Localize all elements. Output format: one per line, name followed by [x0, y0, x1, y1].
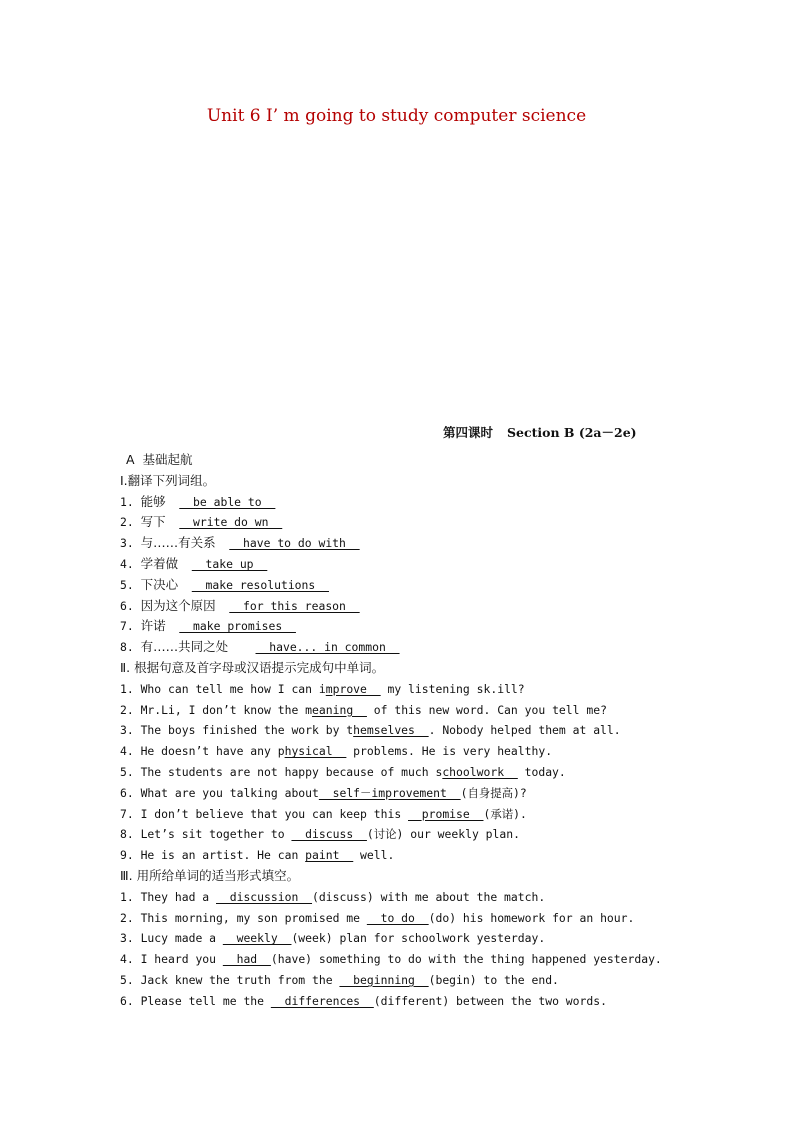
- answer-blank: eaning__: [312, 702, 367, 717]
- part1-list: [120, 492, 760, 658]
- part1-item: [120, 512, 760, 533]
- sentence-end: problems. He is very healthy.: [346, 744, 553, 759]
- part1-item: [120, 492, 760, 513]
- part3-item: [120, 928, 760, 949]
- answer-blank: choolwork__: [442, 764, 518, 779]
- part-a-heading: A 基础起航: [126, 452, 193, 467]
- part3-heading: Ⅲ. 用所给单词的适当形式填空。: [120, 867, 300, 883]
- sentence-end: . Nobody helped them at all.: [428, 723, 621, 738]
- sentence-end: well.: [353, 848, 395, 863]
- answer-blank: paint__: [305, 848, 354, 863]
- sentence-end: (different) between the two words.: [373, 993, 607, 1008]
- item-prompt: 下决心: [140, 576, 179, 592]
- item-prompt: 写下: [140, 514, 166, 530]
- answer-blank: __to do__: [366, 910, 429, 925]
- item-number: 2.: [120, 910, 141, 925]
- part2-list: [120, 679, 760, 866]
- answer-blank: __discuss__: [291, 827, 367, 842]
- part2-heading: Ⅱ. 根据句意及首字母或汉语提示完成句中单词。: [120, 659, 385, 675]
- part3-item: [120, 887, 760, 908]
- answer-blank: hemselves__: [353, 723, 429, 738]
- item-prompt: 学着做: [140, 555, 179, 571]
- sentence-start: Let’s sit together to: [140, 827, 292, 842]
- part1-item: [120, 554, 760, 575]
- item-number: 7.: [120, 619, 141, 634]
- sentence-start: This morning, my son promised me: [140, 910, 367, 925]
- item-number: 2.: [120, 515, 141, 530]
- part3-item: [120, 991, 760, 1012]
- answer-blank: __weekly__: [222, 931, 292, 946]
- part1-item: [120, 596, 760, 617]
- lesson-period: 第四课时: [443, 425, 494, 440]
- answer-blank: __differences__: [270, 993, 374, 1008]
- exercise-body: [120, 450, 760, 1012]
- item-prompt: 有……共同之处: [140, 639, 229, 655]
- part2-item: [120, 804, 760, 825]
- item-number: 3.: [120, 536, 141, 551]
- item-number: 5.: [120, 764, 141, 779]
- sentence-start: Who can tell me how I can i: [140, 681, 326, 696]
- item-number: 9.: [120, 848, 141, 863]
- answer-blank: hysical__: [284, 744, 347, 759]
- document-title: Unit 6 I’ m going to study computer science: [206, 106, 587, 126]
- sentence-start: Please tell me the: [140, 993, 271, 1008]
- answer-blank: __have... in common__: [255, 640, 400, 655]
- part2-item: [120, 762, 760, 783]
- part2-item: [120, 700, 760, 721]
- lesson-heading: [443, 423, 637, 441]
- part2-item: [120, 741, 760, 762]
- answer-blank: __had__: [222, 952, 271, 967]
- part1-item: [120, 616, 760, 637]
- sentence-start: Mr.Li, I don’t know the m: [140, 702, 313, 717]
- part2-item: [120, 783, 760, 804]
- sentence-end: (讨论) our weekly plan.: [366, 827, 520, 842]
- part3-item: [120, 949, 760, 970]
- answer-blank: __have to do with__: [229, 536, 360, 551]
- answer-blank: __for this reason__: [229, 598, 360, 613]
- sentence-start: The students are not happy because of much s: [140, 764, 443, 779]
- answer-blank: __take up__: [191, 556, 268, 571]
- sentence-start: Jack knew the truth from the: [140, 972, 340, 987]
- sentence-start: They had a: [140, 889, 217, 904]
- answer-blank: __write do wn__: [179, 515, 283, 530]
- sentence-start: He is an artist. He can: [140, 848, 306, 863]
- item-number: 8.: [120, 827, 141, 842]
- item-number: 1.: [120, 889, 141, 904]
- answer-blank: __discussion__: [216, 889, 313, 904]
- answer-blank: __be able to__: [179, 494, 276, 509]
- item-prompt: 许诺: [140, 618, 166, 634]
- item-number: 1.: [120, 494, 141, 509]
- item-prompt: 因为这个原因: [140, 597, 216, 613]
- item-prompt: 与……有关系: [140, 535, 216, 551]
- answer-blank: __make promises__: [179, 619, 296, 634]
- sentence-end: (自身提高)?: [460, 785, 527, 800]
- item-number: 8.: [120, 640, 141, 655]
- item-number: 4.: [120, 556, 141, 571]
- sentence-end: (begin) to the end.: [428, 972, 559, 987]
- item-number: 3.: [120, 723, 141, 738]
- answer-blank: __beginning__: [339, 972, 429, 987]
- sentence-end: (discuss) with me about the match.: [312, 889, 546, 904]
- item-number: 5.: [120, 577, 141, 592]
- item-number: 7.: [120, 806, 141, 821]
- item-number: 5.: [120, 972, 141, 987]
- lesson-section: Section B (2a－2e): [507, 425, 637, 440]
- part2-item: [120, 824, 760, 845]
- sentence-end: of this new word. Can you tell me?: [366, 702, 607, 717]
- sentence-end: (do) his homework for an hour.: [428, 910, 635, 925]
- item-number: 4.: [120, 744, 141, 759]
- item-number: 1.: [120, 681, 141, 696]
- sentence-start: I heard you: [140, 952, 223, 967]
- sentence-start: I don’t believe that you can keep this: [140, 806, 409, 821]
- part1-item: [120, 533, 760, 554]
- part1-heading: Ⅰ.翻译下列词组。: [120, 472, 216, 488]
- sentence-end: (承诺).: [483, 806, 527, 821]
- sentence-end: (have) something to do with the thing happened yesterday.: [270, 952, 662, 967]
- part3-item: [120, 970, 760, 991]
- answer-blank: __promise__: [408, 806, 484, 821]
- sentence-end: (week) plan for schoolwork yesterday.: [291, 931, 546, 946]
- part2-item: [120, 679, 760, 700]
- item-number: 6.: [120, 993, 141, 1008]
- part3-item: [120, 908, 760, 929]
- item-number: 6.: [120, 785, 141, 800]
- part3-list: [120, 887, 760, 1012]
- item-number: 6.: [120, 598, 141, 613]
- sentence-end: my listening sk.ill?: [380, 681, 525, 696]
- sentence-start: The boys finished the work by t: [140, 723, 354, 738]
- answer-blank: __self－improvement__: [318, 785, 461, 800]
- sentence-start: What are you talking about: [140, 785, 319, 800]
- part1-item: [120, 637, 760, 658]
- answer-blank: __make resolutions__: [191, 577, 329, 592]
- part1-item: [120, 575, 760, 596]
- sentence-end: today.: [517, 764, 566, 779]
- item-number: 2.: [120, 702, 141, 717]
- part2-item: [120, 720, 760, 741]
- answer-blank: mprove__: [325, 681, 381, 696]
- item-number: 3.: [120, 931, 141, 946]
- sentence-start: He doesn’t have any p: [140, 744, 285, 759]
- item-prompt: 能够: [140, 493, 166, 509]
- part2-item: [120, 845, 760, 866]
- item-number: 4.: [120, 952, 141, 967]
- sentence-start: Lucy made a: [140, 931, 223, 946]
